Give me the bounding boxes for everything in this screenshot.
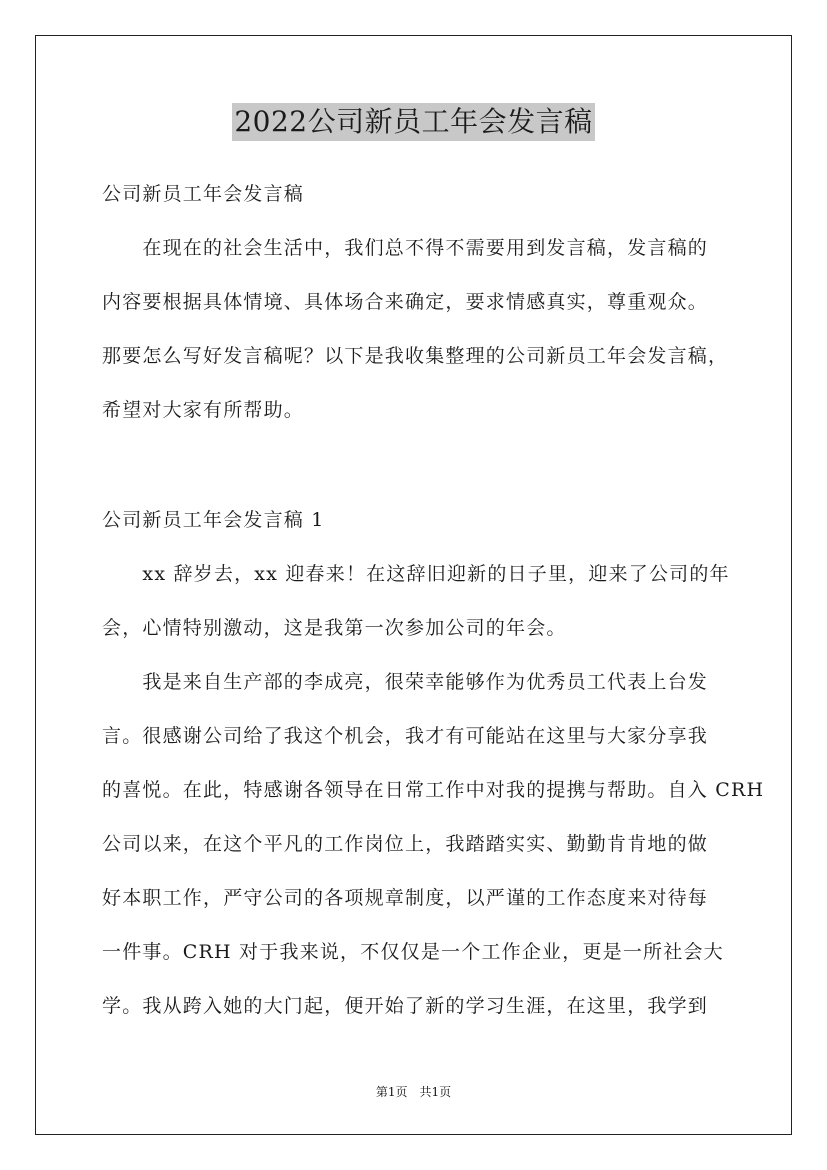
subtitle-line: 公司新员工年会发言稿 bbox=[102, 183, 305, 205]
paragraph-line: 我是来自生产部的李成亮，很荣幸能够作为优秀员工代表上台发 bbox=[102, 671, 709, 693]
paragraph-line: 好本职工作，严守公司的各项规章制度，以严谨的工作态度来对待每 bbox=[102, 887, 709, 909]
paragraph-line: 公司以来，在这个平凡的工作岗位上，我踏踏实实、勤勤肯肯地的做 bbox=[102, 833, 709, 855]
paragraph-line: 那要怎么写好发言稿呢？以下是我收集整理的公司新员工年会发言稿， bbox=[102, 345, 729, 367]
paragraph-line: 内容要根据具体情境、具体场合来确定，要求情感真实，尊重观众。 bbox=[102, 291, 709, 313]
title-container bbox=[0, 103, 827, 141]
page-footer: 第1页 共1页 bbox=[375, 1085, 452, 1099]
paragraph-line: 的喜悦。在此，特感谢各领导在日常工作中对我的提携与帮助。自入 CRH bbox=[102, 779, 765, 801]
paragraph-line: 言。很感谢公司给了我这个机会，我才有可能站在这里与大家分享我 bbox=[102, 725, 709, 747]
document-title: 2022公司新员工年会发言稿 bbox=[232, 103, 594, 141]
section-heading: 公司新员工年会发言稿 1 bbox=[102, 509, 325, 531]
paragraph-line: xx 辞岁去，xx 迎春来！在这辞旧迎新的日子里，迎来了公司的年 bbox=[102, 563, 730, 585]
paragraph-line: 一件事。CRH 对于我来说，不仅仅是一个工作企业，更是一所社会大 bbox=[102, 941, 724, 963]
paragraph-line: 会，心情特别激动，这是我第一次参加公司的年会。 bbox=[102, 617, 567, 639]
paragraph-line: 学。我从跨入她的大门起，便开始了新的学习生涯，在这里，我学到 bbox=[102, 995, 709, 1017]
paragraph-line: 在现在的社会生活中，我们总不得不需要用到发言稿，发言稿的 bbox=[102, 237, 709, 259]
paragraph-line: 希望对大家有所帮助。 bbox=[102, 399, 305, 421]
